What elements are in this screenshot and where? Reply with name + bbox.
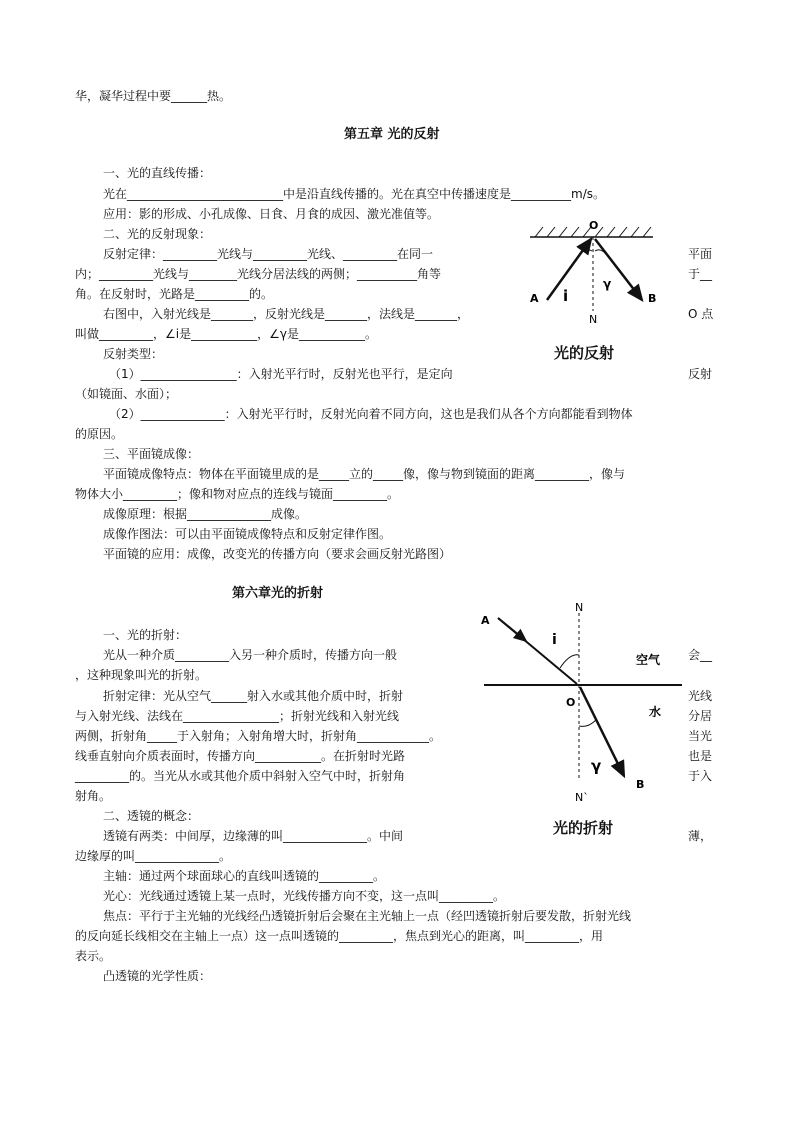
ch5-line: 平面镜的应用：成像，改变光的传播方向（要求会画反射光路图） — [103, 547, 452, 561]
ch6-line: 透镜有两类：中间厚，边缘薄的叫______________。中间 — [103, 829, 404, 843]
angle-i-arc — [583, 250, 592, 252]
reflection-caption: 光的反射 — [554, 344, 615, 362]
ch5-line: 一、光的直线传播： — [103, 166, 212, 180]
label-i: i — [563, 287, 569, 305]
ch6-line: 表示。 — [75, 949, 112, 963]
label-water: 水 — [649, 705, 662, 719]
ch5-line: （2）______________：入射光平行时，反射光向着不同方向，这也是我们从各个方向都能看到物体 — [109, 407, 633, 421]
ch6-line: ，这种现象叫光的折射。 — [75, 668, 208, 682]
ch6-line: 与入射光线、法线在________________；折射光线和入射光线 — [75, 709, 400, 723]
label-A: A — [481, 614, 490, 627]
ch6-line: 一、光的折射： — [103, 628, 188, 642]
ch5-line: 的原因。 — [75, 427, 124, 441]
ch5-line: 反射类型： — [103, 347, 164, 361]
angle-i-arc — [560, 655, 579, 668]
ch5-line: 内；_________光线与________光线分居法线的两侧；__________角等 — [75, 267, 442, 281]
ch5-line: 成像作图法：可以由平面镜成像特点和反射定律作图。 — [103, 527, 392, 541]
ch6-line: 光心：光线通过透镜上某一点时，光线传播方向不变，这一点叫_________。 — [103, 889, 506, 903]
label-O: O — [589, 219, 599, 232]
chapter5-title: 第五章 光的反射 — [344, 127, 440, 142]
label-gamma: γ — [603, 277, 612, 291]
incident-ray — [547, 239, 591, 300]
ch6-line: 射角。 — [75, 789, 112, 803]
label-N: N — [575, 601, 584, 614]
ch6-line: _________的。当光从水或其他介质中斜射入空气中时，折射角 — [75, 769, 406, 783]
label-B: B — [648, 292, 657, 305]
ch5-line: （如镜面、水面）； — [75, 387, 178, 401]
label-N-prime: N` — [575, 791, 589, 804]
ch5-right-text: 反射 — [688, 367, 713, 381]
angle-r-arc — [579, 720, 596, 726]
ch6-line: 二、透镜的概念： — [103, 809, 200, 823]
ch6-line: 边缘厚的叫______________。 — [75, 849, 232, 863]
ch6-right-text: 当光 — [688, 729, 713, 743]
ch5-right-text: O 点 — [688, 307, 714, 321]
ch6-line: 线垂直射向介质表面时，传播方向___________。在折射时光路 — [75, 749, 406, 763]
ch6-right-text: 会__ — [688, 648, 713, 662]
ch5-right-text: 于__ — [688, 267, 713, 281]
ch5-line: 叫做_________，∠i是___________，∠γ是___________。 — [75, 327, 377, 341]
top-line: 华，凝华过程中要______热。 — [75, 89, 232, 103]
ch5-line: 应用：影的形成、小孔成像、日食、月食的成因、激光准值等。 — [103, 207, 440, 221]
ch5-line: 物体大小_________；像和物对应点的连线与镜面_________。 — [75, 487, 400, 501]
incident-arrow — [498, 618, 526, 641]
ch6-right-text: 于入 — [688, 769, 713, 783]
chapter6-title: 第六章光的折射 — [232, 586, 324, 601]
ch5-line: 二、光的反射现象： — [103, 227, 212, 241]
ch5-line: 光在__________________________中是沿直线传播的。光在真空中传播速度是__________m/s。 — [103, 187, 605, 201]
ch5-line: 平面镜成像特点：物体在平面镜里成的是_____立的_____像，像与物到镜面的距离_________，像与 — [103, 467, 626, 481]
ch6-right-text: 也是 — [688, 749, 713, 763]
ch6-right-text: 薄， — [688, 829, 713, 843]
ch6-line: 两侧，折射角_____于入射角；入射角增大时，折射角____________。 — [75, 729, 442, 743]
ch6-line: 主轴：通过两个球面球心的直线叫透镜的_________。 — [103, 869, 386, 883]
label-B: B — [636, 778, 645, 791]
ch5-line: 反射定律：_________光线与_________光线、_________在同一 — [103, 247, 434, 261]
refracted-ray — [580, 687, 624, 776]
label-gamma: γ — [591, 757, 602, 775]
ch5-line: （1）________________：入射光平行时，反射光也平行，是定向 — [109, 367, 453, 381]
ch6-line: 焦点：平行于主光轴的光线经凸透镜折射后会聚在主光轴上一点（经凹透镜折射后要发散，折射光线 — [103, 909, 632, 923]
ch6-line: 的反向延长线相交在主轴上一点）这一点叫透镜的_________，焦点到光心的距离，叫_________，用 — [75, 929, 604, 943]
refraction-caption: 光的折射 — [553, 819, 614, 837]
ch6-right-text: 光线 — [688, 689, 713, 703]
label-i: i — [552, 632, 557, 648]
ch6-line: 折射定律：光从空气______射入水或其他介质中时，折射 — [103, 689, 404, 703]
ch5-line: 角。在反射时，光路是_________的。 — [75, 287, 274, 301]
ch5-right-text: 平面 — [688, 247, 713, 261]
ch5-line: 三、平面镜成像： — [103, 447, 200, 461]
ch5-line: 右图中，入射光线是_______，反射光线是_______，法线是_______， — [103, 307, 470, 321]
label-air: 空气 — [636, 653, 661, 667]
refraction-diagram — [478, 598, 690, 808]
label-A: A — [530, 292, 539, 305]
label-N: N — [589, 313, 598, 326]
ch5-line: 成像原理：根据______________成像。 — [103, 507, 308, 521]
ch6-line: 凸透镜的光学性质： — [103, 969, 212, 983]
ch6-right-text: 分居 — [688, 709, 713, 723]
label-O: O — [566, 696, 576, 709]
ch6-line: 光从一种介质_________入另一种介质时，传播方向一般 — [103, 648, 398, 662]
reflection-diagram — [525, 215, 665, 330]
